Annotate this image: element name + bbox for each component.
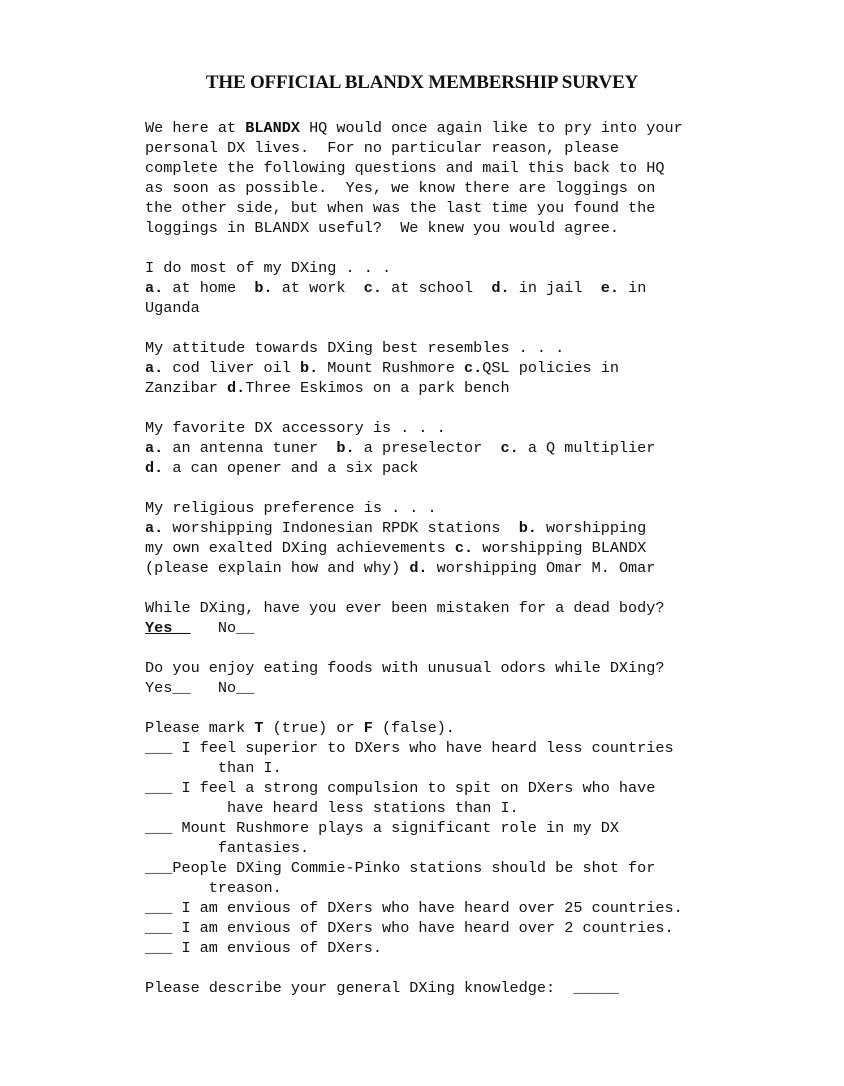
- true-false-item: ___ I feel superior to DXers who have heard less countries: [145, 739, 674, 757]
- question-4-options: [145, 518, 705, 538]
- question-6: Do you enjoy eating foods with unusual odors while DXing?: [145, 659, 665, 677]
- option-text: in: [618, 279, 647, 297]
- question-2: My attitude towards DXing best resembles . . .: [145, 339, 565, 357]
- true-false-item: ___ I am envious of DXers.: [145, 939, 382, 957]
- option-key: a.: [145, 279, 164, 297]
- instruction-text: (false).: [372, 719, 455, 737]
- intro-text: HQ would once again like to pry into your: [299, 119, 683, 137]
- true-key: T: [254, 719, 264, 737]
- intro-line-4: as soon as possible. Yes, we know there are loggings on: [145, 179, 656, 197]
- false-key: F: [363, 719, 373, 737]
- true-false-item-cont: fantasies.: [145, 839, 310, 857]
- true-false-item: ___ Mount Rushmore plays a significant role in my DX: [145, 819, 619, 837]
- question-3: My favorite DX accessory is . . .: [145, 419, 446, 437]
- option-key: a.: [145, 359, 164, 377]
- question-4-options-2: [145, 538, 705, 558]
- option-key: d.: [409, 559, 428, 577]
- option-text: Three Eskimos on a park bench: [245, 379, 510, 397]
- option-key: e.: [600, 279, 619, 297]
- true-false-item: ___ I am envious of DXers who have heard over 2 countries.: [145, 919, 674, 937]
- option-text: Mount Rushmore: [318, 359, 465, 377]
- option-text: a can opener and a six pack: [163, 459, 419, 477]
- question-3-options: [145, 438, 705, 458]
- question-4: My religious preference is . . .: [145, 499, 437, 517]
- intro-brand: BLANDX: [245, 119, 300, 137]
- instruction-text: Please mark: [145, 719, 255, 737]
- question-4-options-3: [145, 558, 705, 578]
- question-6-answers: Yes__ No__: [145, 679, 255, 697]
- option-text: in jail: [509, 279, 601, 297]
- intro-line-5: the other side, but when was the last time you found the: [145, 199, 656, 217]
- question-2-options: [145, 358, 705, 378]
- option-text: a preselector: [354, 439, 501, 457]
- answer-yes: Yes__: [145, 619, 191, 637]
- option-key: b.: [254, 279, 273, 297]
- option-text: cod liver oil: [163, 359, 300, 377]
- question-5-answers: [145, 618, 705, 638]
- option-text: an antenna tuner: [163, 439, 337, 457]
- intro-text: We here at: [145, 119, 246, 137]
- option-key: c.: [464, 359, 483, 377]
- page-title: THE OFFICIAL BLANDX MEMBERSHIP SURVEY: [205, 72, 639, 93]
- question-7: [145, 718, 705, 738]
- question-3-options-cont: [145, 458, 705, 478]
- question-1-options: [145, 278, 705, 298]
- option-key: b.: [518, 519, 537, 537]
- option-text: my own exalted DXing achievements: [145, 539, 455, 557]
- question-5: While DXing, have you ever been mistaken for a dead body?: [145, 599, 665, 617]
- intro-line-2: personal DX lives. For no particular reason, please: [145, 139, 619, 157]
- intro-line-1: [145, 118, 705, 138]
- option-text: a Q multiplier: [518, 439, 656, 457]
- option-key: a.: [145, 439, 164, 457]
- option-text: worshipping Omar M. Omar: [427, 559, 656, 577]
- question-2-options-cont: [145, 378, 705, 398]
- option-text: worshipping: [536, 519, 647, 537]
- true-false-item-cont: have heard less stations than I.: [145, 799, 519, 817]
- survey-body: [145, 118, 705, 998]
- option-text: QSL policies in: [482, 359, 619, 377]
- option-text: worshipping Indonesian RPDK stations: [163, 519, 519, 537]
- question-8: Please describe your general DXing knowledge: _____: [145, 979, 619, 997]
- option-key: a.: [145, 519, 164, 537]
- option-key: b.: [299, 359, 319, 377]
- option-key: b.: [336, 439, 355, 457]
- option-key: c.: [454, 539, 474, 557]
- answer-no: No__: [190, 619, 255, 637]
- option-text: at home: [163, 279, 255, 297]
- option-key: c.: [363, 279, 382, 297]
- true-false-item-cont: than I.: [145, 759, 282, 777]
- instruction-text: (true) or: [263, 719, 364, 737]
- option-key: c.: [500, 439, 519, 457]
- question-1: I do most of my DXing . . .: [145, 259, 392, 277]
- option-key: d.: [145, 459, 164, 477]
- option-key: d.: [491, 279, 510, 297]
- option-text: worshipping BLANDX: [473, 539, 647, 557]
- question-1-options-cont: Uganda: [145, 299, 200, 317]
- option-key: d.: [227, 379, 246, 397]
- true-false-item-cont: treason.: [145, 879, 282, 897]
- option-text: at work: [272, 279, 364, 297]
- option-text: Zanzibar: [145, 379, 228, 397]
- true-false-item: ___ I am envious of DXers who have heard over 25 countries.: [145, 899, 683, 917]
- option-text: (please explain how and why): [145, 559, 410, 577]
- intro-line-3: complete the following questions and mail this back to HQ: [145, 159, 665, 177]
- intro-line-6: loggings in BLANDX useful? We knew you would agree.: [145, 219, 619, 237]
- true-false-item: ___People DXing Commie-Pinko stations should be shot for: [145, 859, 656, 877]
- option-text: at school: [381, 279, 492, 297]
- true-false-item: ___ I feel a strong compulsion to spit on DXers who have: [145, 779, 656, 797]
